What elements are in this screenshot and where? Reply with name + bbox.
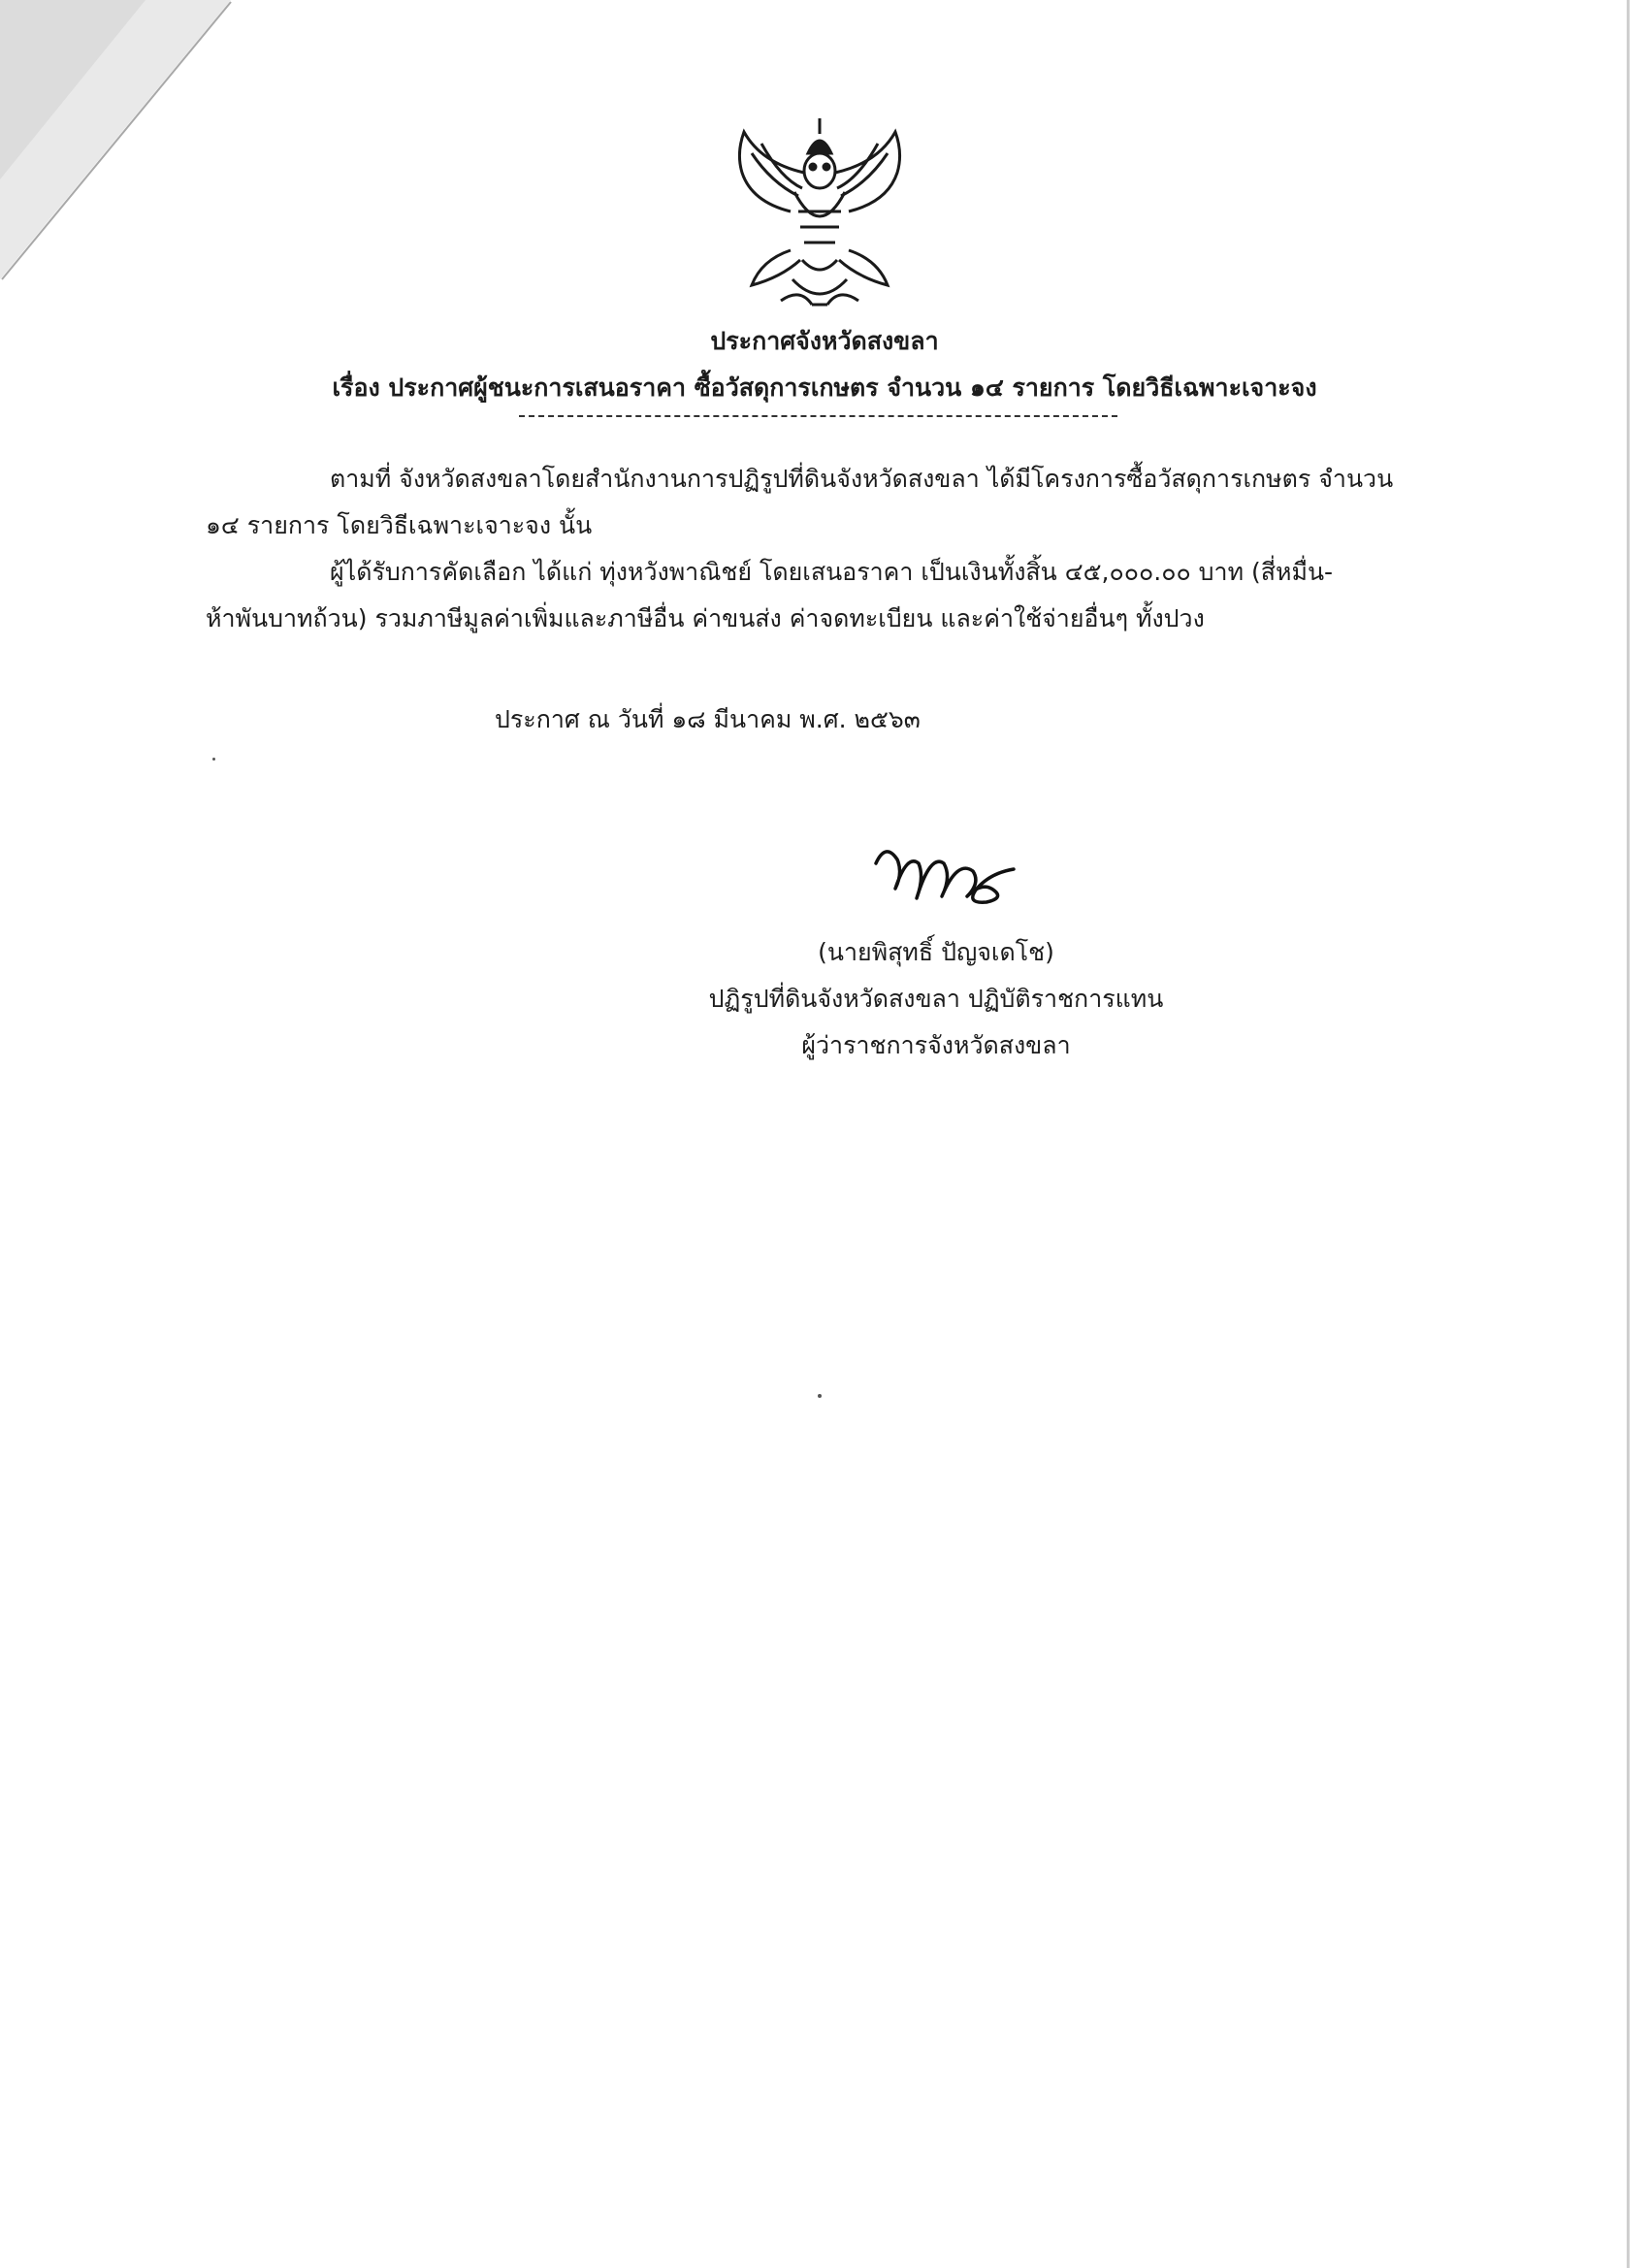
scan-speck (818, 1394, 822, 1398)
body-line: ห้าพันบาทถ้วน) รวมภาษีมูลค่าเพิ่มและภาษีอื่น ค่าขนส่ง ค่าจดทะเบียน และค่าใช้จ่ายอื่นๆ ทั้งปวง (206, 604, 1205, 632)
dashed-divider (519, 415, 1117, 417)
announcement-subject: เรื่อง ประกาศผู้ชนะการเสนอราคา ซื้อวัสดุการเกษตร จำนวน ๑๔ รายการ โดยวิธีเฉพาะเจาะจง (332, 373, 1317, 402)
body-line: ๑๔ รายการ โดยวิธีเฉพาะเจาะจง นั้น (206, 511, 593, 539)
announcement-date: ประกาศ ณ วันที่ ๑๘ มีนาคม พ.ศ. ๒๕๖๓ (495, 705, 921, 733)
body-line: ผู้ได้รับการคัดเลือก ได้แก่ ทุ่งหวังพาณิชย์ โดยเสนอราคา เป็นเงินทั้งสิ้น ๔๕,๐๐๐.๐๐ บาท (สี่หมื่น- (330, 558, 1334, 586)
signature-block (679, 929, 1193, 1069)
handwritten-signature (868, 834, 1043, 912)
folded-corner (0, 0, 233, 281)
signatory-position: ปฏิรูปที่ดินจังหวัดสงขลา ปฏิบัติราชการแทน (708, 985, 1164, 1013)
signatory-office: ผู้ว่าราชการจังหวัดสงขลา (801, 1031, 1071, 1059)
scan-speck (212, 758, 215, 761)
signatory-name: (นายพิสุทธิ์ ปัญจเดโช) (818, 938, 1054, 966)
announcement-title: ประกาศจังหวัดสงขลา (710, 327, 939, 355)
garuda-emblem-icon (723, 114, 917, 318)
body-line: ตามที่ จังหวัดสงขลาโดยสำนักงานการปฏิรูปที่ดินจังหวัดสงขลา ได้มีโครงการซื้อวัสดุการเกษตร จำนวน (330, 465, 1394, 493)
